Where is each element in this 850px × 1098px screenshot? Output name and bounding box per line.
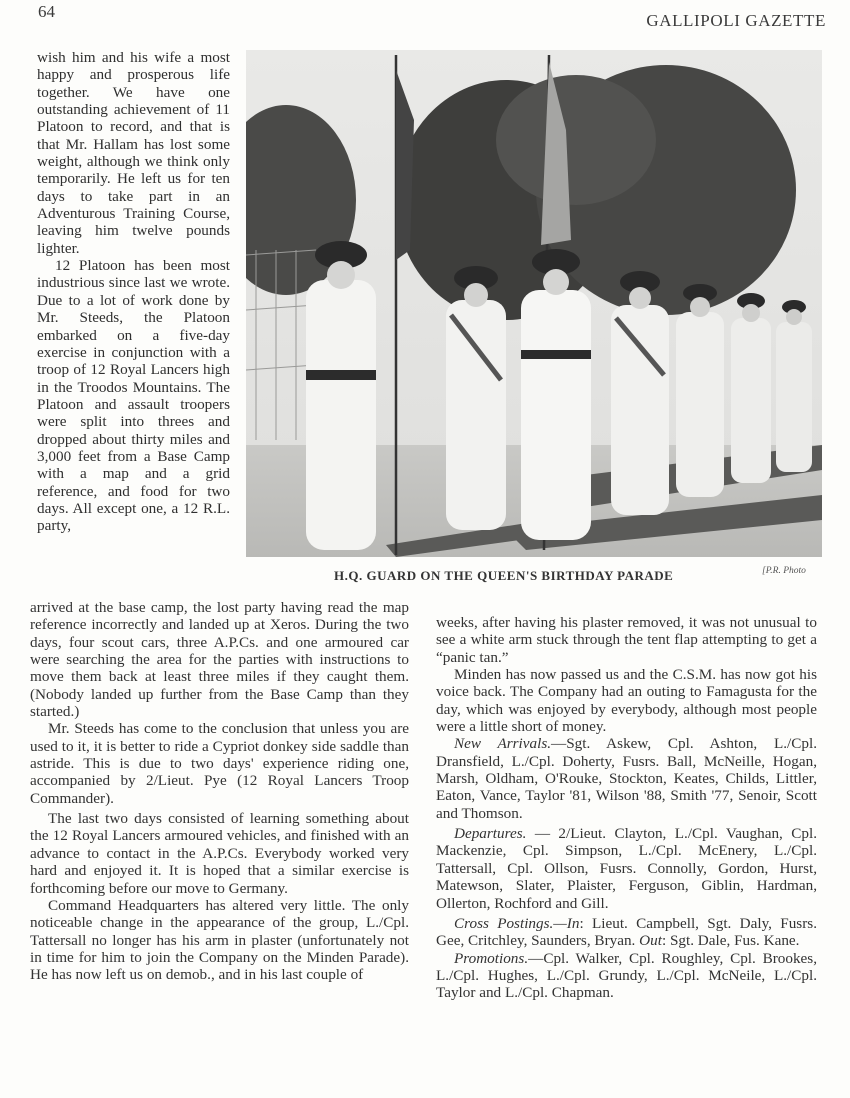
- cross-postings-paragraph: [436, 915, 817, 950]
- paragraph: The last two days consisted of learning something about the 12 Royal Lancers armoured vehicles, and finished with an advance to contact in the A.P.Cs. Everybody worked very hard and enjoyed it. It is hoped that a similar exercise is forthcoming before our move to Germany.: [30, 810, 409, 897]
- right-text-column: [436, 614, 817, 1002]
- new-arrivals-paragraph: [436, 735, 817, 822]
- paragraph: arrived at the base camp, the lost party having read the map reference incorrectly and landed up at Xeros. During the two days, four scout cars, three A.P.Cs. and one armoured car were searching the area for the parties with instructions to move them back at least three miles if they caught them. (Nobody landed up further from the Base Camp than they started.): [30, 599, 409, 721]
- new-arrivals-label: New Arrivals.: [454, 735, 552, 753]
- parade-photo: [246, 50, 822, 557]
- cross-postings-out-label: Out: [639, 932, 662, 950]
- page-number: 64: [38, 2, 55, 21]
- paragraph: 12 Platoon has been most industrious since last we wrote. Due to a lot of work done by Mr. Steeds, the Platoon embarked on a five-day exercise in conjunction with a troop of 12 Royal Lancers high in the Troodos Mountains. The Platoon and assault troopers were split into threes and dropped about thirty miles and 3,000 feet from a Base Camp with a map and a grid reference, and food for two days. All except one, a 12 R.L. party,: [37, 257, 230, 535]
- departures-label: Departures.: [454, 825, 527, 843]
- left-text-column: [30, 599, 409, 984]
- promotions-paragraph: [436, 950, 817, 1002]
- promotions-label: Promotions.: [454, 949, 529, 967]
- cross-postings-in-text: : Lieut. Campbell, Sgt. Daly, Fusrs. Gee, Critchley, Saunders, Bryan.: [436, 914, 817, 950]
- cross-postings-label: Cross Postings.—In: [454, 914, 580, 932]
- running-head: GALLIPOLI GAZETTE: [646, 11, 826, 30]
- photo-illustration: [246, 50, 822, 557]
- paragraph: wish him and his wife a most happy and prosperous life together. We have one outstanding achievement of 11 Platoon to record, and that is that Mr. Hallam has lost some weight, although we think only temporarily. He left us for ten days to take part in an Adventurous Training Course, leaving him twelve pounds lighter.: [37, 49, 230, 257]
- paragraph: Mr. Steeds has come to the conclusion that unless you are used to it, it is better to ride a Cypriot donkey side saddle than astride. This is due to two days' experience riding one, accompanied by 2/Lieut. Pye (12 Royal Lancers Troop Commander).: [30, 720, 409, 807]
- new-arrivals-text: —Sgt. Askew, Cpl. Ashton, L./Cpl. Dransfield, L./Cpl. Doherty, Fusrs. Ball, McNeille, Hogan, Marsh, Oldham, O'Rouke, Stockton, Keates, Childs, Littler, Eaton, Vance, Taylor '81, Wilson '88, Smith '77, Senoir, Scott and Thomson.: [436, 735, 817, 822]
- paragraph: Command Headquarters has altered very little. The only noticeable change in the appearance of the group, L./Cpl. Tattersall no longer has his arm in plaster (unfortunately not in time for him to join the Company on the Minden Parade). He has now left us on demob., and in his last couple of: [30, 896, 409, 984]
- paragraph: Minden has now passed us and the C.S.M. has now got his voice back. The Company had an outing to Famagusta for the day, which was enjoyed by everybody, although most people were a little short of money.: [436, 666, 817, 736]
- departures-paragraph: [436, 825, 817, 912]
- narrow-text-column: [37, 49, 230, 535]
- departures-text: — 2/Lieut. Clayton, L./Cpl. Vaughan, Cpl. Mackenzie, Cpl. Simpson, L./Cpl. McEnery, L./Cpl. Tattersall, Cpl. Ollson, Fusrs. Connolly, Gordon, Hurst, Matewson, Slater, Plaister, Ferguson, Giblin, Hardman, Ollerton, Rochford and Gill.: [436, 825, 817, 912]
- promotions-text: —Cpl. Walker, Cpl. Roughley, Cpl. Brookes, L./Cpl. Hughes, L./Cpl. Grundy, L./Cpl. McNeile, L./Cpl. Taylor and L./Cpl. Chapman.: [436, 949, 817, 1002]
- photo-caption: H.Q. GUARD ON THE QUEEN'S BIRTHDAY PARADE: [334, 568, 674, 583]
- cross-postings-out-text: : Sgt. Dale, Fus. Kane.: [661, 932, 800, 950]
- photo-credit: [P.R. Photo: [762, 566, 806, 576]
- paragraph: weeks, after having his plaster removed, it was not unusual to see a white arm stuck through the tent flap attempting to get a “panic tan.”: [436, 614, 817, 666]
